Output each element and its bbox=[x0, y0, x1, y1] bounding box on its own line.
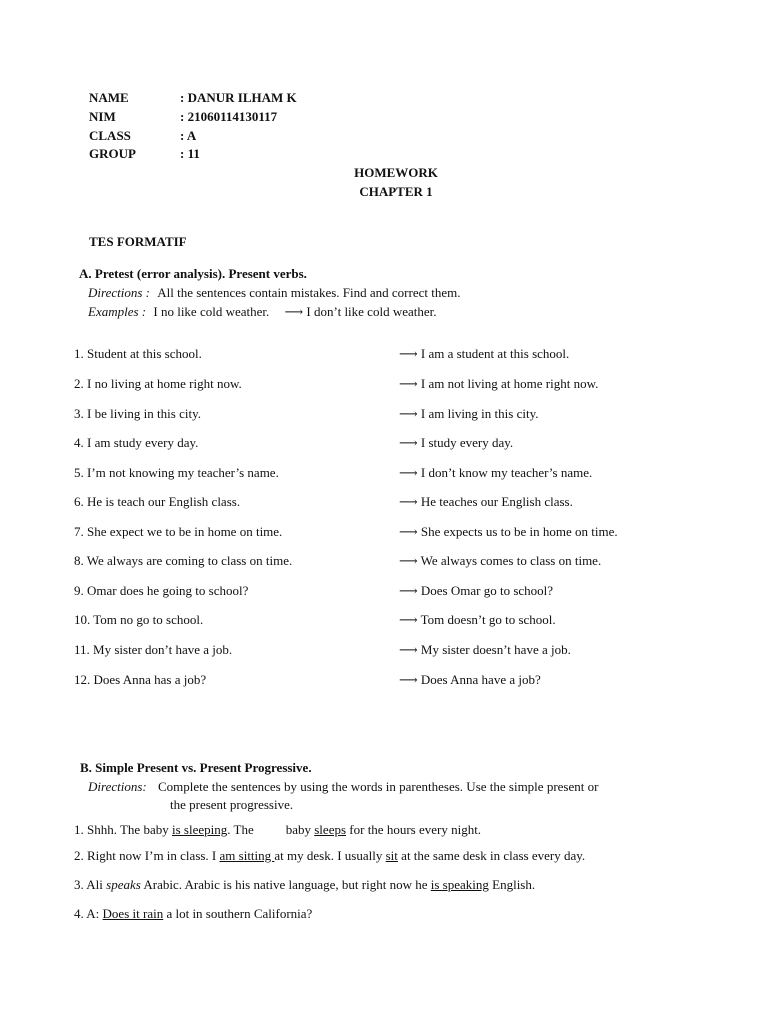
list-item bbox=[74, 642, 232, 658]
item-correction: ⟶ I am living in this city. bbox=[399, 406, 539, 421]
item-number: 1. bbox=[74, 346, 84, 361]
question-1 bbox=[74, 822, 481, 838]
item-number: 2. bbox=[74, 376, 84, 391]
list-item bbox=[74, 612, 203, 628]
item-wrong: Tom no go to school. bbox=[93, 612, 204, 627]
item-wrong: Omar does he going to school? bbox=[87, 583, 249, 598]
sentence-text: A: bbox=[86, 906, 103, 921]
answer-text: am sitting bbox=[219, 848, 275, 863]
group-label: GROUP bbox=[89, 146, 136, 161]
list-item bbox=[74, 553, 292, 569]
item-wrong: She expect we to be in home on time. bbox=[87, 524, 283, 539]
directions-label: Directions : bbox=[88, 285, 150, 300]
item-wrong: We always are coming to class on time. bbox=[86, 553, 293, 568]
part-b-directions bbox=[88, 779, 598, 795]
sentence-text: a lot in southern California? bbox=[163, 906, 313, 921]
list-item bbox=[74, 435, 198, 451]
question-number: 1. bbox=[74, 822, 84, 837]
list-item bbox=[74, 672, 206, 688]
sentence-text: English. bbox=[488, 877, 536, 892]
item-wrong: I’m not knowing my teacher’s name. bbox=[87, 465, 279, 480]
item-number: 8. bbox=[74, 553, 84, 568]
name-label: NAME bbox=[89, 90, 129, 105]
part-a-examples bbox=[88, 304, 437, 320]
document-subtitle: CHAPTER 1 bbox=[359, 184, 433, 199]
item-correction: ⟶ Does Omar go to school? bbox=[399, 583, 554, 598]
question-2 bbox=[74, 848, 585, 864]
question-3 bbox=[74, 877, 535, 893]
question-number: 4. bbox=[74, 906, 84, 921]
list-item bbox=[74, 524, 282, 540]
sentence-text: baby bbox=[285, 822, 315, 837]
list-item bbox=[74, 376, 242, 392]
group-value: : 11 bbox=[180, 146, 200, 161]
item-wrong: Student at this school. bbox=[87, 346, 202, 361]
item-number: 6. bbox=[74, 494, 84, 509]
item-number: 12. bbox=[74, 672, 91, 687]
list-item bbox=[74, 583, 248, 599]
sentence-text: Right now I’m in class. I bbox=[87, 848, 220, 863]
class-value: : A bbox=[180, 128, 197, 143]
item-wrong: I be living in this city. bbox=[87, 406, 201, 421]
examples-label: Examples : bbox=[88, 304, 147, 319]
directions-text: All the sentences contain mistakes. Find and correct them. bbox=[157, 285, 461, 300]
list-item bbox=[74, 346, 202, 362]
example-wrong: I no like cold weather. bbox=[153, 304, 270, 319]
answer-text: is sleeping bbox=[171, 822, 228, 837]
item-number: 9. bbox=[74, 583, 84, 598]
class-label: CLASS bbox=[89, 128, 131, 143]
sentence-text: Shhh. The baby bbox=[87, 822, 172, 837]
item-number: 7. bbox=[74, 524, 84, 539]
part-a-directions bbox=[88, 285, 460, 301]
directions-text-line2: the present progressive. bbox=[170, 797, 294, 812]
answer-text: sleeps bbox=[314, 822, 347, 837]
item-correction: ⟶ I study every day. bbox=[399, 435, 514, 450]
example-right: ⟶ I don’t like cold weather. bbox=[284, 304, 437, 319]
item-correction: ⟶ We always comes to class on time. bbox=[399, 553, 602, 568]
sentence-text: Ali bbox=[86, 877, 107, 892]
question-4 bbox=[74, 906, 312, 922]
list-item bbox=[74, 494, 240, 510]
item-correction: ⟶ He teaches our English class. bbox=[399, 494, 573, 509]
question-number: 3. bbox=[74, 877, 84, 892]
nim-label: NIM bbox=[89, 109, 116, 124]
sentence-text: at the same desk in class every day. bbox=[397, 848, 586, 863]
item-correction: ⟶ I am a student at this school. bbox=[399, 346, 570, 361]
item-number: 4. bbox=[74, 435, 84, 450]
item-number: 5. bbox=[74, 465, 84, 480]
name-value: : DANUR ILHAM K bbox=[180, 90, 297, 105]
directions-text-line1: Complete the sentences by using the words in parentheses. Use the simple present or bbox=[157, 779, 599, 794]
question-number: 2. bbox=[74, 848, 84, 863]
item-correction: ⟶ My sister doesn’t have a job. bbox=[399, 642, 571, 657]
item-correction: ⟶ Does Anna have a job? bbox=[399, 672, 541, 687]
part-a-heading: A. Pretest (error analysis). Present verbs. bbox=[79, 266, 307, 281]
item-number: 11. bbox=[74, 642, 90, 657]
list-item bbox=[74, 465, 279, 481]
item-correction: ⟶ I don’t know my teacher’s name. bbox=[399, 465, 593, 480]
answer-text: is speaking bbox=[430, 877, 489, 892]
document-title: HOMEWORK bbox=[354, 165, 438, 180]
item-wrong: My sister don’t have a job. bbox=[93, 642, 233, 657]
item-number: 3. bbox=[74, 406, 84, 421]
sentence-text: at my desk. I usually bbox=[274, 848, 386, 863]
sentence-text: Arabic. Arabic is his native language, but right now he bbox=[140, 877, 431, 892]
item-wrong: I no living at home right now. bbox=[87, 376, 242, 391]
directions-label: Directions: bbox=[88, 779, 147, 794]
item-correction: ⟶ Tom doesn’t go to school. bbox=[399, 612, 556, 627]
item-wrong: I am study every day. bbox=[87, 435, 199, 450]
item-number: 10. bbox=[74, 612, 91, 627]
answer-text: Does it rain bbox=[102, 906, 164, 921]
section-title: TES FORMATIF bbox=[89, 234, 187, 249]
list-item bbox=[74, 406, 201, 422]
sentence-text: for the hours every night. bbox=[346, 822, 482, 837]
part-b-heading: B. Simple Present vs. Present Progressive. bbox=[80, 760, 312, 775]
sentence-text: . The bbox=[227, 822, 254, 837]
nim-value: : 21060114130117 bbox=[180, 109, 278, 124]
answer-text: sit bbox=[385, 848, 398, 863]
item-correction: ⟶ She expects us to be in home on time. bbox=[399, 524, 618, 539]
verb-text: speaks bbox=[106, 877, 141, 892]
item-correction: ⟶ I am not living at home right now. bbox=[399, 376, 599, 391]
item-wrong: Does Anna has a job? bbox=[93, 672, 207, 687]
item-wrong: He is teach our English class. bbox=[87, 494, 241, 509]
